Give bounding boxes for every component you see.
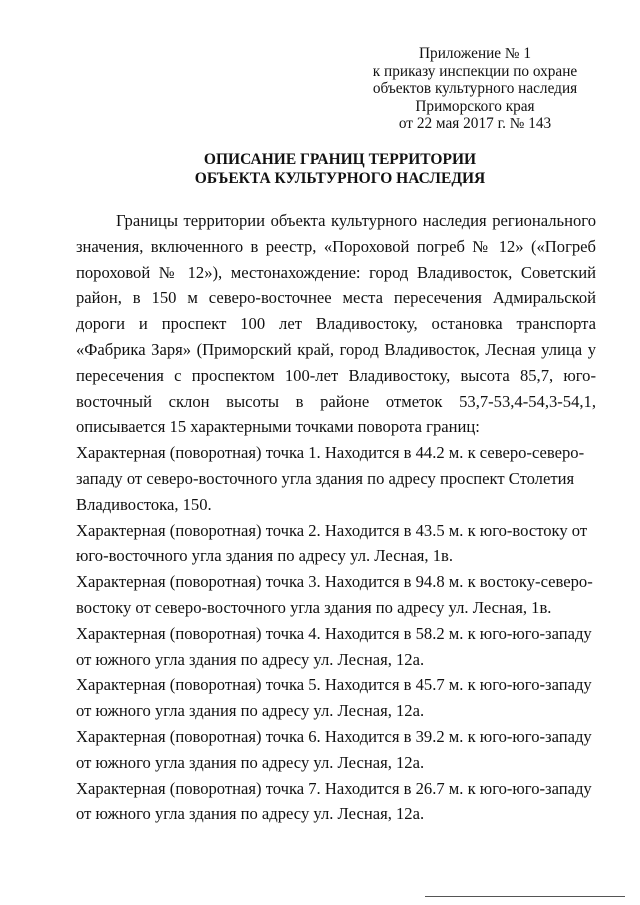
footer-divider xyxy=(425,896,625,897)
title-line: ОБЪЕКТА КУЛЬТУРНОГО НАСЛЕДИЯ xyxy=(194,170,486,187)
appendix-line: Приложение № 1 xyxy=(419,45,531,62)
boundary-point-6: Характерная (поворотная) точка 6. Находится в 39.2 м. к юго-юго-западу от южного угла здания по адресу ул. Лесная, 12а. xyxy=(76,726,592,772)
document-title xyxy=(0,150,640,188)
appendix-block xyxy=(330,45,620,133)
title-line: ОПИСАНИЕ ГРАНИЦ ТЕРРИТОРИИ xyxy=(203,151,477,168)
appendix-line: к приказу инспекции по охране xyxy=(372,62,578,80)
boundary-point-1: Характерная (поворотная) точка 1. Находится в 44.2 м. к северо-северо-западу от северо-восточного угла здания по адресу проспект Столетия Владивостока, 150. xyxy=(76,443,585,514)
boundary-point-2: Характерная (поворотная) точка 2. Находится в 43.5 м. к юго-востоку от юго-восточного угла здания по адресу ул. Лесная, 1в. xyxy=(76,520,588,566)
boundary-point-3: Характерная (поворотная) точка 3. Находится в 94.8 м. к востоку-северо-востоку от северо-восточного угла здания по адресу ул. Лесная, 1в. xyxy=(76,572,593,617)
document-body xyxy=(76,208,596,827)
boundary-point-4: Характерная (поворотная) точка 4. Находится в 58.2 м. к юго-юго-западу от южного угла здания по адресу ул. Лесная, 12а. xyxy=(76,623,592,669)
appendix-line: Приморского края xyxy=(415,97,535,115)
intro-paragraph: Границы территории объекта культурного наследия регионального значения, включенного в реестр, «Пороховой погреб № 12» («Погреб пороховой № 12»), местонахождение: город Владивосток, Советский район, в 150 м северо-восточнее места пересечения Адмиральской дороги и проспект 100 лет Владивостоку, остановка транспорта «Фабрика Заря» (Приморский край, город Владивосток, Лесная улица у пересечения с проспектом 100-лет Владивостоку, высота 85,7, юго-восточный склон высоты в районе отметок 53,7-53,4-54,3-54,1, описывается 15 характерными точками поворота границ: xyxy=(76,211,596,437)
boundary-point-5: Характерная (поворотная) точка 5. Находится в 45.7 м. к юго-юго-западу от южного угла здания по адресу ул. Лесная, 12а. xyxy=(76,675,592,721)
appendix-line: объектов культурного наследия xyxy=(372,80,578,97)
appendix-line: от 22 мая 2017 г. № 143 xyxy=(398,115,552,132)
boundary-point-7: Характерная (поворотная) точка 7. Находится в 26.7 м. к юго-юго-западу от южного угла здания по адресу ул. Лесная, 12а. xyxy=(76,778,592,824)
